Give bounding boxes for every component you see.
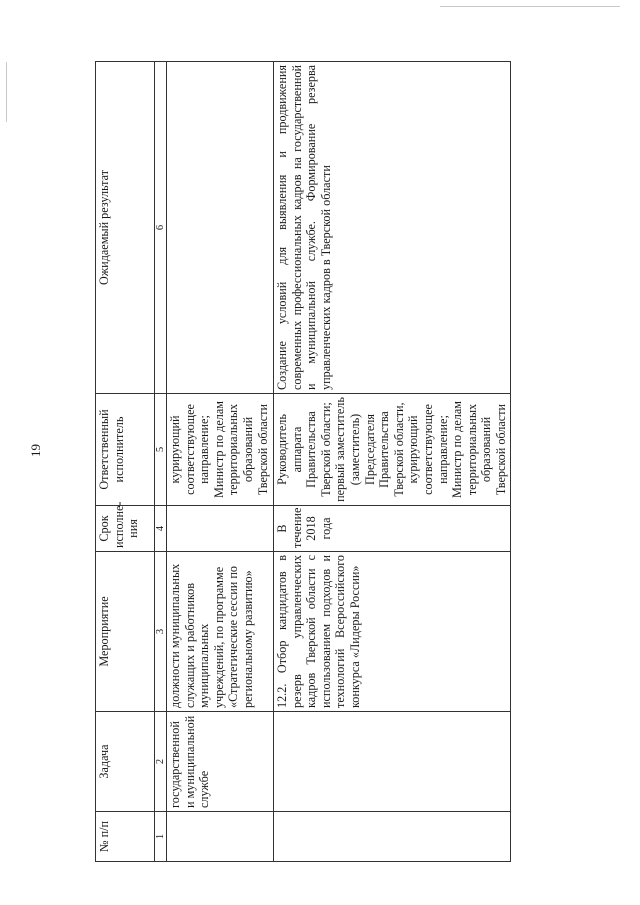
column-number-row: [155, 62, 167, 862]
row-deadline: В течение 2018 года: [274, 506, 511, 552]
column-number: 6: [155, 62, 167, 394]
page-number: 19: [28, 444, 43, 457]
row-responsible: Руководитель аппарата Правительства Тверской области; первый заместитель (заместитель) Председателя Правительства Тверской области, курирующий соответствующее направление; Министр по делам территориальных образований Тверской области: [274, 394, 511, 506]
header-result: Ожидаемый результат: [96, 62, 155, 394]
row-responsible: курирующий соответствующее направление; Министр по делам территориальных образований Тверской области: [167, 394, 274, 506]
column-number: 4: [155, 506, 167, 552]
rotated-page-content: [95, 62, 595, 862]
scan-mark-left: [6, 62, 7, 122]
table-row: [274, 62, 511, 862]
row-task: [274, 712, 511, 812]
action-plan-table: [95, 61, 511, 862]
row-event: 12.2. Отбор кандидатов в резерв управленческих кадров Тверской области с использованием подходов и технологий Всероссийского конкурса «Лидеры России»: [274, 552, 511, 712]
scan-mark-top: [440, 6, 620, 7]
column-number: 3: [155, 552, 167, 712]
column-number: 5: [155, 394, 167, 506]
column-number: 2: [155, 712, 167, 812]
header-task: Задача: [96, 712, 155, 812]
table-row: [167, 62, 274, 862]
header-deadline: Срок исполне-ния: [96, 506, 155, 552]
table-header-row: [96, 62, 155, 862]
row-number: [167, 812, 274, 862]
row-event: должности муниципальных служащих и работников муниципальных учреждений, по программе «Стратегические сессии по региональному развитию»: [167, 552, 274, 712]
header-event: Мероприятие: [96, 552, 155, 712]
row-result: Создание условий для выявления и продвижения современных профессиональных кадров на государственной и муниципальной службе. Формирование резерва управленческих кадров в Тверской области: [274, 62, 511, 394]
header-responsible: Ответственный исполнитель: [96, 394, 155, 506]
header-num: № п/п: [96, 812, 155, 862]
row-result: [167, 62, 274, 394]
row-task: государственной и муниципальной службе: [167, 712, 274, 812]
column-number: 1: [155, 812, 167, 862]
row-deadline: [167, 506, 274, 552]
row-number: [274, 812, 511, 862]
